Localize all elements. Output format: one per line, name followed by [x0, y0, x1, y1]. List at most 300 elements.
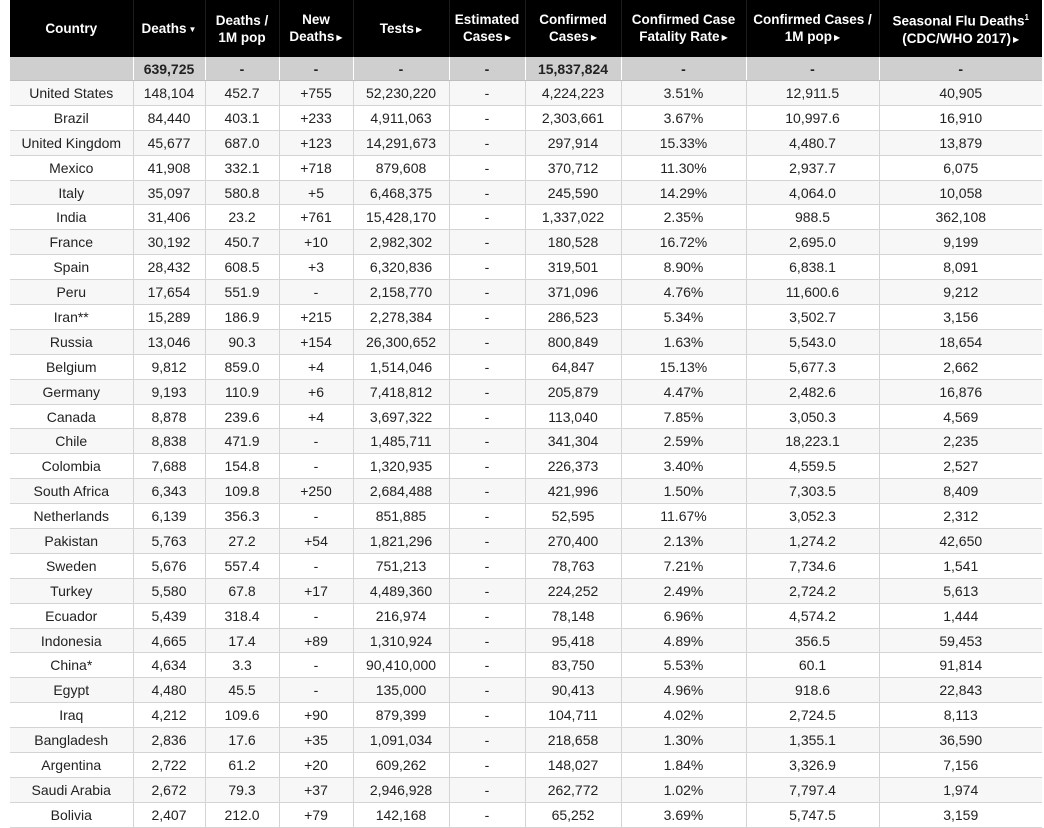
cell-new-deaths: +17 [279, 578, 353, 603]
column-header-label: Confirmed [539, 12, 607, 27]
cell-new-deaths: +3 [279, 255, 353, 280]
table-row [10, 180, 1042, 205]
table-row [10, 280, 1042, 305]
column-header-label: 1M pop [218, 29, 266, 45]
cell-deaths-per-1m: 239.6 [205, 404, 279, 429]
cell-estimated-cases: - [449, 379, 525, 404]
cell-tests: 2,278,384 [353, 305, 449, 330]
table-row [10, 603, 1042, 628]
cell-estimated-cases: - [449, 578, 525, 603]
cell-cases-per-1m: 2,695.0 [746, 230, 879, 255]
cell-cases-per-1m: 7,734.6 [746, 553, 879, 578]
cell-estimated-cases: - [449, 802, 525, 827]
cell-estimated-cases: - [449, 529, 525, 554]
cell-tests: 3,697,322 [353, 404, 449, 429]
cell-deaths-per-1m: 687.0 [205, 130, 279, 155]
cell-deaths: 45,677 [133, 130, 205, 155]
table-row [10, 230, 1042, 255]
cell-country: Iraq [10, 703, 133, 728]
cell-case-fatality-rate: 7.85% [621, 404, 746, 429]
column-header-label: Cases [549, 29, 589, 44]
cell-tests: 2,684,488 [353, 479, 449, 504]
cell-tests: 851,885 [353, 504, 449, 529]
cell-seasonal-flu-deaths: 362,108 [879, 205, 1042, 230]
cell-deaths: 4,480 [133, 678, 205, 703]
cell-confirmed-cases: 370,712 [525, 155, 621, 180]
table-row [10, 130, 1042, 155]
cell-tests: 142,168 [353, 802, 449, 827]
cell-deaths: 2,407 [133, 802, 205, 827]
cell-deaths: 9,812 [133, 354, 205, 379]
cell-country: Chile [10, 429, 133, 454]
cell-cases-per-1m: 3,326.9 [746, 753, 879, 778]
cell-confirmed-cases: 205,879 [525, 379, 621, 404]
cell-confirmed-cases: 64,847 [525, 354, 621, 379]
cell-estimated-cases: - [449, 329, 525, 354]
cell-new-deaths: +37 [279, 777, 353, 802]
cell-deaths-per-1m: 79.3 [205, 777, 279, 802]
cell-cases-per-1m: 18,223.1 [746, 429, 879, 454]
cell-seasonal-flu-deaths: 2,527 [879, 454, 1042, 479]
cell-confirmed-cases: 90,413 [525, 678, 621, 703]
cell-case-fatality-rate: 7.21% [621, 553, 746, 578]
cell-confirmed-cases: 341,304 [525, 429, 621, 454]
table-row [10, 155, 1042, 180]
cell-new-deaths: +123 [279, 130, 353, 155]
cell-deaths-per-1m: 110.9 [205, 379, 279, 404]
cell-confirmed-cases: 245,590 [525, 180, 621, 205]
column-header-label: Deaths / [215, 12, 269, 28]
cell-cases-per-1m: 4,480.7 [746, 130, 879, 155]
cell-tests: 4,911,063 [353, 105, 449, 130]
cell-case-fatality-rate: 3.67% [621, 105, 746, 130]
cell-seasonal-flu-deaths: 9,199 [879, 230, 1042, 255]
total-cell-seasonal-flu-deaths: - [879, 57, 1042, 81]
cell-estimated-cases: - [449, 354, 525, 379]
cell-country: Germany [10, 379, 133, 404]
cell-country: Netherlands [10, 504, 133, 529]
cell-cases-per-1m: 4,559.5 [746, 454, 879, 479]
cell-deaths-per-1m: 109.6 [205, 703, 279, 728]
cell-deaths-per-1m: 17.4 [205, 628, 279, 653]
cell-cases-per-1m: 7,797.4 [746, 777, 879, 802]
column-header-cases-per-1m[interactable] [746, 0, 879, 57]
cell-deaths-per-1m: 90.3 [205, 329, 279, 354]
cell-cases-per-1m: 7,303.5 [746, 479, 879, 504]
cell-confirmed-cases: 421,996 [525, 479, 621, 504]
cell-country: Sweden [10, 553, 133, 578]
table-row [10, 81, 1042, 106]
cell-deaths: 17,654 [133, 280, 205, 305]
cell-tests: 15,428,170 [353, 205, 449, 230]
cell-tests: 90,410,000 [353, 653, 449, 678]
cell-new-deaths: +20 [279, 753, 353, 778]
cell-country: China* [10, 653, 133, 678]
cell-seasonal-flu-deaths: 5,613 [879, 578, 1042, 603]
cell-estimated-cases: - [449, 255, 525, 280]
cell-deaths: 4,665 [133, 628, 205, 653]
cell-confirmed-cases: 224,252 [525, 578, 621, 603]
cell-new-deaths: - [279, 454, 353, 479]
table-row [10, 578, 1042, 603]
column-header-estimated-cases[interactable] [449, 0, 525, 57]
cell-case-fatality-rate: 4.47% [621, 379, 746, 404]
total-row [10, 57, 1042, 81]
header-row [10, 0, 1042, 57]
cell-country: Brazil [10, 105, 133, 130]
cell-confirmed-cases: 83,750 [525, 653, 621, 678]
cell-deaths-per-1m: 212.0 [205, 802, 279, 827]
total-cell-country [10, 57, 133, 81]
column-header-deaths[interactable] [133, 0, 205, 57]
column-header-label: Confirmed Case [631, 12, 736, 27]
cell-seasonal-flu-deaths: 3,156 [879, 305, 1042, 330]
cell-tests: 2,946,928 [353, 777, 449, 802]
cell-cases-per-1m: 1,274.2 [746, 529, 879, 554]
column-header-confirmed-cases[interactable] [525, 0, 621, 57]
cell-tests: 609,262 [353, 753, 449, 778]
cell-seasonal-flu-deaths: 6,075 [879, 155, 1042, 180]
cell-cases-per-1m: 5,747.5 [746, 802, 879, 827]
cell-case-fatality-rate: 2.59% [621, 429, 746, 454]
cell-tests: 6,320,836 [353, 255, 449, 280]
cell-seasonal-flu-deaths: 40,905 [879, 81, 1042, 106]
cell-seasonal-flu-deaths: 1,444 [879, 603, 1042, 628]
sort-arrow-icon: ▶ [504, 33, 511, 42]
cell-deaths: 35,097 [133, 180, 205, 205]
cell-new-deaths: +54 [279, 529, 353, 554]
cell-estimated-cases: - [449, 504, 525, 529]
cell-confirmed-cases: 800,849 [525, 329, 621, 354]
cell-country: Argentina [10, 753, 133, 778]
cell-deaths-per-1m: 23.2 [205, 205, 279, 230]
cell-deaths: 2,672 [133, 777, 205, 802]
cell-new-deaths: - [279, 429, 353, 454]
cell-country: Italy [10, 180, 133, 205]
cell-tests: 879,399 [353, 703, 449, 728]
cell-estimated-cases: - [449, 280, 525, 305]
cell-deaths: 31,406 [133, 205, 205, 230]
cell-deaths-per-1m: 450.7 [205, 230, 279, 255]
cell-deaths: 6,343 [133, 479, 205, 504]
cell-deaths: 2,722 [133, 753, 205, 778]
cell-new-deaths: +89 [279, 628, 353, 653]
cell-tests: 2,982,302 [353, 230, 449, 255]
cell-cases-per-1m: 60.1 [746, 653, 879, 678]
cell-estimated-cases: - [449, 777, 525, 802]
column-header-label: New [302, 12, 330, 27]
cell-tests: 1,091,034 [353, 728, 449, 753]
cell-case-fatality-rate: 11.30% [621, 155, 746, 180]
column-header-tests[interactable] [353, 0, 449, 57]
cell-tests: 26,300,652 [353, 329, 449, 354]
cell-deaths-per-1m: 557.4 [205, 553, 279, 578]
cell-deaths-per-1m: 859.0 [205, 354, 279, 379]
table-header [10, 0, 1042, 57]
cell-confirmed-cases: 52,595 [525, 504, 621, 529]
cell-case-fatality-rate: 5.53% [621, 653, 746, 678]
cell-cases-per-1m: 12,911.5 [746, 81, 879, 106]
cell-case-fatality-rate: 16.72% [621, 230, 746, 255]
cell-estimated-cases: - [449, 628, 525, 653]
table-row [10, 653, 1042, 678]
cell-deaths: 5,580 [133, 578, 205, 603]
cell-deaths-per-1m: 580.8 [205, 180, 279, 205]
cell-case-fatality-rate: 2.13% [621, 529, 746, 554]
cell-case-fatality-rate: 4.96% [621, 678, 746, 703]
cell-cases-per-1m: 11,600.6 [746, 280, 879, 305]
total-cell-new-deaths: - [279, 57, 353, 81]
cell-tests: 6,468,375 [353, 180, 449, 205]
cell-country: France [10, 230, 133, 255]
column-header-label: Deaths [141, 20, 187, 36]
cell-deaths-per-1m: 109.8 [205, 479, 279, 504]
cell-country: United States [10, 81, 133, 106]
cell-estimated-cases: - [449, 653, 525, 678]
table-row [10, 628, 1042, 653]
cell-confirmed-cases: 4,224,223 [525, 81, 621, 106]
cell-deaths-per-1m: 154.8 [205, 454, 279, 479]
cell-country: Mexico [10, 155, 133, 180]
cell-deaths-per-1m: 356.3 [205, 504, 279, 529]
cell-tests: 879,608 [353, 155, 449, 180]
cell-case-fatality-rate: 2.35% [621, 205, 746, 230]
table-row [10, 802, 1042, 827]
cell-case-fatality-rate: 1.02% [621, 777, 746, 802]
column-header-label: Deaths [289, 29, 335, 44]
cell-cases-per-1m: 2,482.6 [746, 379, 879, 404]
cell-seasonal-flu-deaths: 91,814 [879, 653, 1042, 678]
cell-case-fatality-rate: 4.89% [621, 628, 746, 653]
cell-confirmed-cases: 2,303,661 [525, 105, 621, 130]
cell-country: Pakistan [10, 529, 133, 554]
covid-deaths-table [10, 0, 1042, 828]
cell-seasonal-flu-deaths: 8,113 [879, 703, 1042, 728]
cell-seasonal-flu-deaths: 9,212 [879, 280, 1042, 305]
cell-tests: 216,974 [353, 603, 449, 628]
cell-deaths-per-1m: 318.4 [205, 603, 279, 628]
cell-cases-per-1m: 356.5 [746, 628, 879, 653]
cell-estimated-cases: - [449, 728, 525, 753]
cell-deaths-per-1m: 471.9 [205, 429, 279, 454]
cell-cases-per-1m: 2,937.7 [746, 155, 879, 180]
cell-new-deaths: +154 [279, 329, 353, 354]
cell-deaths-per-1m: 186.9 [205, 305, 279, 330]
cell-seasonal-flu-deaths: 2,312 [879, 504, 1042, 529]
cell-seasonal-flu-deaths: 22,843 [879, 678, 1042, 703]
cell-cases-per-1m: 3,052.3 [746, 504, 879, 529]
cell-deaths: 13,046 [133, 329, 205, 354]
total-cell-deaths-per-1m: - [205, 57, 279, 81]
cell-confirmed-cases: 226,373 [525, 454, 621, 479]
table-row [10, 255, 1042, 280]
total-cell-cases-per-1m: - [746, 57, 879, 81]
cell-deaths: 41,908 [133, 155, 205, 180]
column-header-label: Estimated [454, 12, 520, 27]
sort-arrow-icon: ▶ [590, 33, 597, 42]
cell-estimated-cases: - [449, 305, 525, 330]
cell-tests: 14,291,673 [353, 130, 449, 155]
cell-confirmed-cases: 286,523 [525, 305, 621, 330]
cell-confirmed-cases: 180,528 [525, 230, 621, 255]
cell-deaths: 84,440 [133, 105, 205, 130]
cell-tests: 7,418,812 [353, 379, 449, 404]
column-header-seasonal-flu-deaths[interactable] [879, 0, 1042, 57]
cell-seasonal-flu-deaths: 42,650 [879, 529, 1042, 554]
sort-arrow-icon: ▶ [1013, 34, 1020, 44]
cell-cases-per-1m: 918.6 [746, 678, 879, 703]
cell-tests: 1,821,296 [353, 529, 449, 554]
cell-deaths: 9,193 [133, 379, 205, 404]
cell-deaths-per-1m: 27.2 [205, 529, 279, 554]
cell-seasonal-flu-deaths: 1,541 [879, 553, 1042, 578]
cell-new-deaths: +79 [279, 802, 353, 827]
cell-new-deaths: +6 [279, 379, 353, 404]
cell-deaths-per-1m: 3.3 [205, 653, 279, 678]
sort-arrow-icon: ▶ [721, 33, 728, 42]
cell-deaths: 5,763 [133, 529, 205, 554]
cell-deaths: 2,836 [133, 728, 205, 753]
cell-deaths: 4,212 [133, 703, 205, 728]
cell-deaths-per-1m: 608.5 [205, 255, 279, 280]
cell-estimated-cases: - [449, 603, 525, 628]
table-row [10, 703, 1042, 728]
cell-estimated-cases: - [449, 678, 525, 703]
cell-new-deaths: - [279, 504, 353, 529]
cell-case-fatality-rate: 1.30% [621, 728, 746, 753]
cell-confirmed-cases: 319,501 [525, 255, 621, 280]
cell-tests: 1,514,046 [353, 354, 449, 379]
table-row [10, 753, 1042, 778]
cell-new-deaths: +90 [279, 703, 353, 728]
cell-country: Bolivia [10, 802, 133, 827]
table-row [10, 105, 1042, 130]
cell-confirmed-cases: 1,337,022 [525, 205, 621, 230]
cell-estimated-cases: - [449, 81, 525, 106]
cell-deaths-per-1m: 332.1 [205, 155, 279, 180]
total-cell-tests: - [353, 57, 449, 81]
cell-confirmed-cases: 78,148 [525, 603, 621, 628]
cell-new-deaths: - [279, 553, 353, 578]
cell-seasonal-flu-deaths: 8,091 [879, 255, 1042, 280]
sort-arrow-icon: ▶ [336, 33, 343, 42]
cell-new-deaths: +4 [279, 354, 353, 379]
cell-case-fatality-rate: 1.63% [621, 329, 746, 354]
footnote-marker: 1 [1024, 13, 1029, 23]
column-header-label: 1M pop [784, 29, 833, 44]
cell-deaths: 8,878 [133, 404, 205, 429]
cell-seasonal-flu-deaths: 2,235 [879, 429, 1042, 454]
cell-case-fatality-rate: 6.96% [621, 603, 746, 628]
column-header-new-deaths[interactable] [279, 0, 353, 57]
cell-country: Russia [10, 329, 133, 354]
cell-case-fatality-rate: 8.90% [621, 255, 746, 280]
cell-estimated-cases: - [449, 479, 525, 504]
cell-confirmed-cases: 297,914 [525, 130, 621, 155]
cell-confirmed-cases: 270,400 [525, 529, 621, 554]
cell-tests: 2,158,770 [353, 280, 449, 305]
cell-cases-per-1m: 4,574.2 [746, 603, 879, 628]
cell-confirmed-cases: 148,027 [525, 753, 621, 778]
cell-country: Bangladesh [10, 728, 133, 753]
cell-seasonal-flu-deaths: 36,590 [879, 728, 1042, 753]
cell-new-deaths: +5 [279, 180, 353, 205]
cell-estimated-cases: - [449, 155, 525, 180]
cell-deaths-per-1m: 551.9 [205, 280, 279, 305]
cell-seasonal-flu-deaths: 16,910 [879, 105, 1042, 130]
cell-seasonal-flu-deaths: 3,159 [879, 802, 1042, 827]
cell-new-deaths: - [279, 653, 353, 678]
cell-cases-per-1m: 988.5 [746, 205, 879, 230]
cell-cases-per-1m: 2,724.5 [746, 703, 879, 728]
sort-arrow-icon: ▶ [834, 33, 841, 42]
column-header-label: Cases [463, 29, 503, 44]
cell-tests: 1,320,935 [353, 454, 449, 479]
cell-new-deaths: +4 [279, 404, 353, 429]
cell-deaths: 5,439 [133, 603, 205, 628]
cell-tests: 1,485,711 [353, 429, 449, 454]
cell-country: Iran** [10, 305, 133, 330]
cell-seasonal-flu-deaths: 16,876 [879, 379, 1042, 404]
column-header-deaths-per-1m[interactable] [205, 0, 279, 57]
cell-deaths: 5,676 [133, 553, 205, 578]
cell-new-deaths: +215 [279, 305, 353, 330]
column-header-label: Seasonal Flu Deaths [892, 13, 1025, 29]
table-row [10, 305, 1042, 330]
cell-new-deaths: - [279, 678, 353, 703]
table-row [10, 205, 1042, 230]
cell-country: Spain [10, 255, 133, 280]
column-header-label: Confirmed Cases / [753, 12, 872, 27]
cell-case-fatality-rate: 11.67% [621, 504, 746, 529]
cell-deaths: 7,688 [133, 454, 205, 479]
cell-country: Peru [10, 280, 133, 305]
table-row [10, 454, 1042, 479]
cell-country: Ecuador [10, 603, 133, 628]
cell-tests: 135,000 [353, 678, 449, 703]
table-row [10, 354, 1042, 379]
cell-case-fatality-rate: 3.51% [621, 81, 746, 106]
cell-new-deaths: - [279, 280, 353, 305]
column-header-case-fatality-rate[interactable] [621, 0, 746, 57]
cell-seasonal-flu-deaths: 1,974 [879, 777, 1042, 802]
cell-new-deaths: +35 [279, 728, 353, 753]
cell-new-deaths: - [279, 603, 353, 628]
cell-cases-per-1m: 4,064.0 [746, 180, 879, 205]
table-row [10, 504, 1042, 529]
cell-cases-per-1m: 10,997.6 [746, 105, 879, 130]
cell-seasonal-flu-deaths: 10,058 [879, 180, 1042, 205]
table-row [10, 529, 1042, 554]
cell-confirmed-cases: 104,711 [525, 703, 621, 728]
table-row [10, 379, 1042, 404]
table-row [10, 429, 1042, 454]
column-header-label: Fatality Rate [639, 29, 720, 44]
cell-deaths-per-1m: 17.6 [205, 728, 279, 753]
cell-deaths: 30,192 [133, 230, 205, 255]
cell-new-deaths: +250 [279, 479, 353, 504]
cell-country: United Kingdom [10, 130, 133, 155]
cell-seasonal-flu-deaths: 4,569 [879, 404, 1042, 429]
table-row [10, 777, 1042, 802]
cell-estimated-cases: - [449, 753, 525, 778]
cell-seasonal-flu-deaths: 8,409 [879, 479, 1042, 504]
total-cell-confirmed-cases: 15,837,824 [525, 57, 621, 81]
cell-tests: 52,230,220 [353, 81, 449, 106]
column-header-country[interactable] [10, 0, 133, 57]
cell-country: Egypt [10, 678, 133, 703]
cell-case-fatality-rate: 4.76% [621, 280, 746, 305]
